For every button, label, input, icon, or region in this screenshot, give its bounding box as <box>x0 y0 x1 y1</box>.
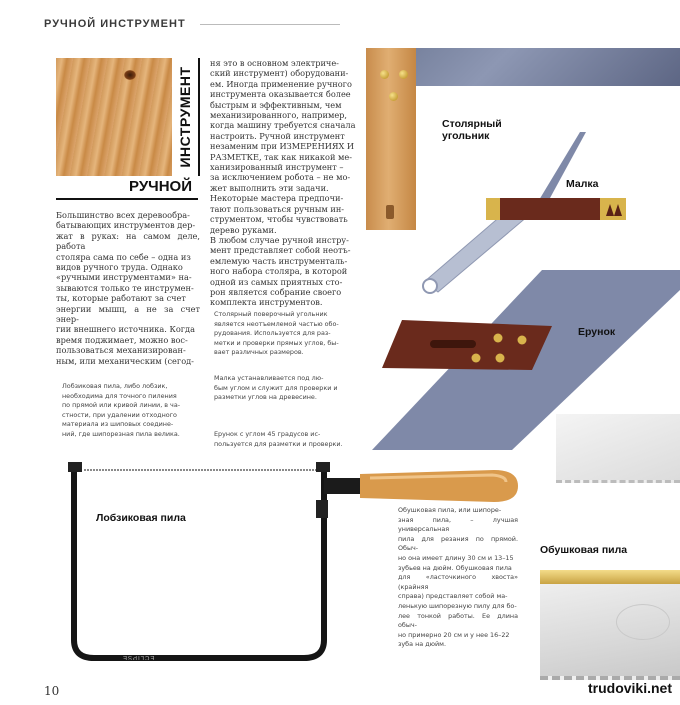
caption-line: зуба на дюйм. <box>398 640 446 649</box>
caption-line: материала из шиповых соедине- <box>62 420 174 429</box>
caption-line: стности, при удалении отходного <box>62 410 177 419</box>
fretsaw-clamp <box>316 462 330 472</box>
fretsaw-brand: ECLIPSE <box>122 654 155 660</box>
caption-line: Столярный поверочный угольник <box>214 310 328 318</box>
caption-line: зубьев на дюйм. Обушковая пила <box>398 563 512 572</box>
body-line: быстрым и эффективным, чем <box>210 99 342 110</box>
backsaw-brass-back <box>540 570 680 584</box>
body-line: РАЗМЕТКЕ, так как никакой ме- <box>210 151 352 162</box>
body-line: за исключением робота – не мо- <box>210 172 351 183</box>
label-fretsaw: Лобзиковая пила <box>96 512 186 524</box>
caption-line: зная пила, – лучшая универсальная <box>398 515 518 534</box>
body-line: видов ручного труда. Однако <box>56 262 183 273</box>
label-line: угольник <box>442 130 490 142</box>
body-line: энергии мышц, а не за счет энер- <box>56 303 200 325</box>
caption-line: Малка устанавливается под лю- <box>214 374 324 382</box>
body-line: дерево руками. <box>210 224 277 235</box>
caption-line: для «ласточкиного хвоста» (крайняя <box>398 573 518 591</box>
body-line: тают пользоваться ручным ин- <box>210 203 345 214</box>
caption-line: справа) представляет собой ма- <box>398 592 508 601</box>
caption-line: но она имеет длину 30 см и 13–15 <box>398 553 514 562</box>
site-watermark: trudoviki.net <box>587 680 672 696</box>
caption-line: лее тонкой работы. Ее длина обыч- <box>398 611 518 630</box>
label-backsaw: Обушковая пила <box>540 544 628 556</box>
body-line: когда машину требуется сначала <box>210 120 356 131</box>
fretsaw-screw <box>316 500 328 518</box>
caption-line: Обушковая пила, или шипоре- <box>398 506 502 514</box>
body-line: ем. Иногда применение ручного <box>210 78 352 89</box>
body-line: ного набора столяра, в которой <box>210 266 348 277</box>
mitre-rivet <box>472 354 481 363</box>
try-square-rivet <box>399 70 408 79</box>
try-square-stock <box>366 48 416 230</box>
body-line: столяра сама по себе – одна из <box>56 251 191 262</box>
caption-line: Ерунок с углом 45 градусов ис- <box>214 430 321 438</box>
caption-line: разметки углов на древесине. <box>214 393 317 402</box>
body-line: пользоваться механизирован- <box>56 345 186 356</box>
body-line: батывающих инструментов дер- <box>56 220 196 231</box>
caption-fretsaw <box>62 382 202 440</box>
body-line: ханизированный инструмент – <box>210 162 344 173</box>
bevel-brass-end <box>486 198 500 220</box>
caption-mitre-square <box>214 430 356 449</box>
body-line: Некоторые мастера предпочи- <box>210 193 344 204</box>
body-line: ский инструмент) оборудовани- <box>210 68 349 79</box>
intro-horizontal-word: РУЧНОЙ <box>129 178 192 195</box>
body-line: зываются только те инструмен- <box>56 282 194 293</box>
body-line: струментом, чтобы чувствовать <box>210 214 348 225</box>
try-square-rivet <box>389 92 398 101</box>
fretsaw-illustration <box>54 460 524 665</box>
caption-line: является неотъемлемой частью обо- <box>214 319 339 328</box>
body-line: инструмента оказывается более <box>210 89 351 100</box>
body-line: емлемую часть инструменталь- <box>210 255 348 266</box>
mitre-rivet <box>518 336 527 345</box>
body-line: жат в руках: на самом деле, работа <box>56 230 200 252</box>
body-line: механизированного, например, <box>210 110 348 121</box>
fretsaw-clamp <box>68 462 82 472</box>
try-square-rivet <box>380 70 389 79</box>
page-number: 10 <box>44 684 60 698</box>
caption-line: ний, где шипорезная пила велика. <box>62 429 180 438</box>
try-square-stock-slot <box>386 205 394 219</box>
body-line: «ручными инструментами» на- <box>56 272 192 283</box>
body-line: комплекта инструментов. <box>210 297 323 308</box>
caption-line: вает различных размеров. <box>214 348 304 357</box>
body-line: В любом случае ручной инстру- <box>210 234 349 245</box>
caption-line: необходима для точного пиления <box>62 391 177 400</box>
body-line: мент представляет собой неотъ- <box>210 245 351 256</box>
body-line: Большинство всех деревообра- <box>56 210 190 220</box>
intro-vertical-label <box>172 58 200 176</box>
body-line: ным, или механическим (сегод- <box>56 355 194 366</box>
caption-line: бым углом и служит для проверки и <box>214 383 338 392</box>
intro-horizontal-label <box>56 176 198 200</box>
body-line: гии внешнего источника. Когда <box>56 324 195 335</box>
body-column-left <box>56 210 200 366</box>
bevel-brass-plate <box>600 198 626 220</box>
caption-line: ленькую шипорезную пилу для бо- <box>398 601 517 610</box>
caption-line: по прямой или кривой линии, в ча- <box>62 401 181 410</box>
mitre-rivet <box>494 334 503 343</box>
wood-texture-image <box>56 58 172 176</box>
header-rule <box>200 24 340 25</box>
caption-line: рудования. Используется для раз- <box>214 329 331 338</box>
body-line: ты, которые работают за счет <box>56 293 186 304</box>
running-header: РУЧНОЙ ИНСТРУМЕНТ <box>44 18 186 30</box>
fretsaw-ferrule <box>324 478 364 494</box>
label-sliding-bevel: Малка <box>566 178 599 190</box>
label-mitre-square: Ерунок <box>578 326 616 338</box>
try-square-blade <box>374 48 680 86</box>
mitre-rivet <box>496 354 505 363</box>
caption-try-square <box>214 310 356 358</box>
body-line: жет выполнить эти задачи. <box>210 182 329 193</box>
caption-line: Лобзиковая пила, либо лобзик, <box>62 382 168 390</box>
mitre-stock-slot <box>430 340 476 348</box>
dovetail-saw-blade-partial <box>556 414 680 483</box>
caption-line: пила для резания по прямой. Обыч- <box>398 534 518 553</box>
body-line: незаменим при ИЗМЕРЕНИЯХ И <box>210 141 355 152</box>
label-line: Столярный <box>442 118 502 130</box>
caption-line: метки и проверки прямых углов, бы- <box>214 338 339 347</box>
body-column-middle <box>210 58 356 308</box>
fretsaw-frame <box>74 468 324 658</box>
backsaw-stamp <box>616 604 670 640</box>
body-line: ня это в основном электриче- <box>210 58 339 68</box>
caption-sliding-bevel <box>214 374 356 403</box>
body-line: настроить. Ручной инструмент <box>210 130 345 141</box>
body-line: время поджимает, можно вос- <box>56 334 188 345</box>
body-line: рон является собрание своего <box>210 286 342 297</box>
caption-line: пользуется для разметки и проверки. <box>214 439 343 448</box>
body-line: одной из самых приятных сто- <box>210 276 343 287</box>
intro-vertical-word: ИНСТРУМЕНТ <box>177 66 193 168</box>
wood-knot <box>124 70 136 80</box>
caption-line: но примерно 20 см и у нее 16–22 <box>398 630 510 639</box>
